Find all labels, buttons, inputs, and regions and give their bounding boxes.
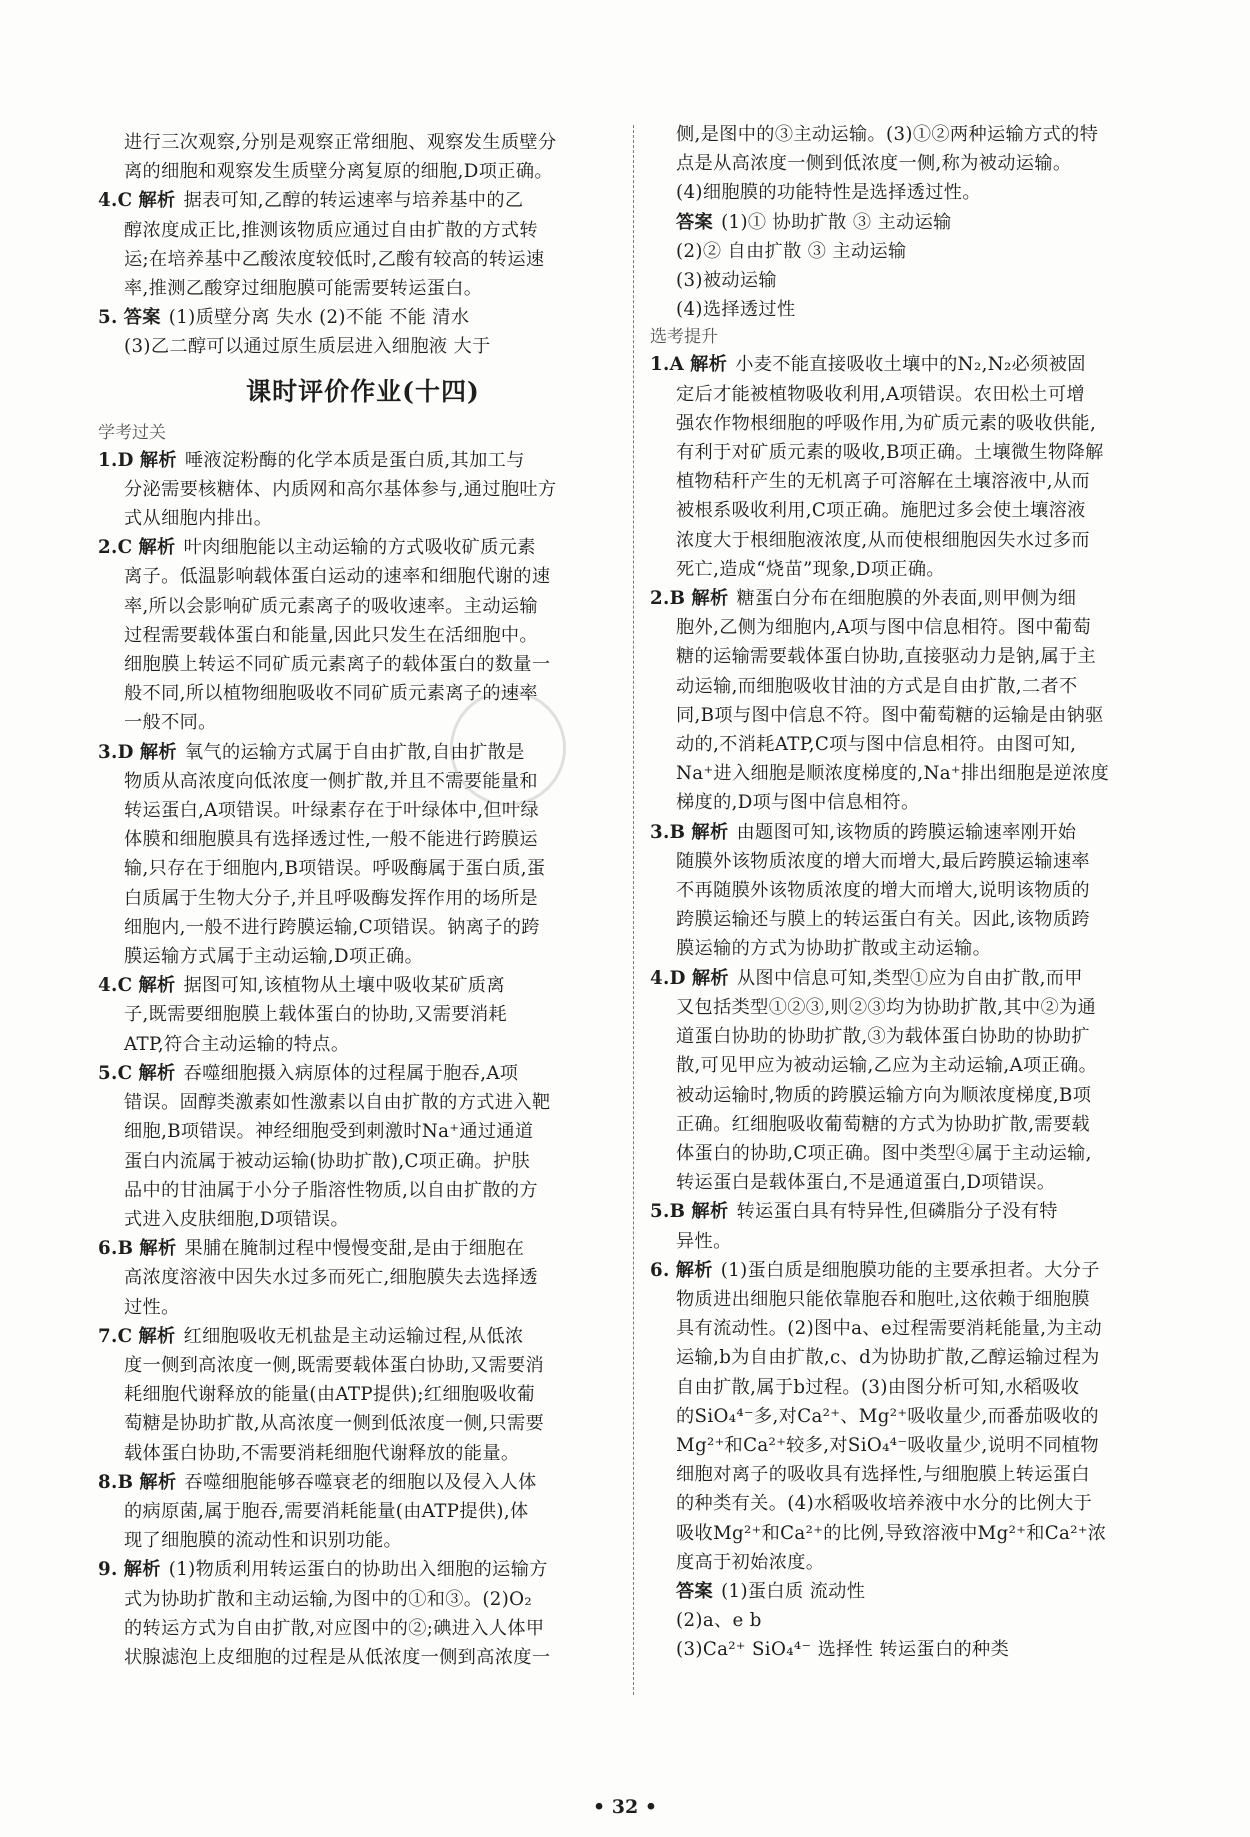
- text-line: 果脯在腌制过程中慢慢变甜,是由于细胞在: [184, 1238, 525, 1260]
- text-line: ATP,符合主动运输的特点。: [124, 1033, 350, 1055]
- answer-item: [650, 350, 1185, 584]
- text-line: 的种类有关。(4)水稻吸收培养液中水分的比例大于: [676, 1493, 1093, 1515]
- item-number: 6.B: [98, 1238, 134, 1260]
- text-line: 蛋白内流属于被动运输(协助扩散),C项正确。护肤: [124, 1150, 531, 1172]
- answer-item: [98, 1322, 628, 1468]
- text-line: 转运蛋白具有特异性,但磷脂分子没有特: [736, 1201, 1058, 1223]
- keyword-label: 解析: [138, 1325, 176, 1347]
- keyword-label: 答案: [676, 1580, 714, 1602]
- text-line: 膜运输方式属于主动运输,D项正确。: [124, 946, 424, 968]
- text-line: 动的,不消耗ATP,C项与图中信息相符。由图可知,: [676, 734, 1077, 756]
- answer-item: [98, 971, 628, 1059]
- text-line: 死亡,造成“烧苗”现象,D项正确。: [676, 558, 945, 580]
- answer-item: [98, 738, 628, 972]
- answer-list: [650, 350, 1185, 1577]
- answer-item: [98, 1234, 628, 1322]
- text-line: 细胞膜上转运不同矿质元素离子的载体蛋白的数量一: [124, 654, 551, 676]
- keyword-label: 解析: [691, 967, 729, 989]
- text-line: 动运输,而细胞吸收甘油的方式是自由扩散,二者不: [676, 675, 1078, 697]
- text-line: Mg²⁺和Ca²⁺较多,对SiO₄⁴⁻吸收量少,说明不同植物: [676, 1434, 1099, 1456]
- section-heading: 选考提升: [650, 327, 718, 348]
- text-line: (1)蛋白质是细胞膜功能的主要承担者。大分子: [720, 1259, 1100, 1281]
- text-line: 被根系吸收利用,C项正确。施肥过多会使土壤溶液: [676, 500, 1086, 522]
- item-number: 6.: [650, 1259, 670, 1281]
- text-line: (2)a、e b: [676, 1610, 762, 1632]
- answer-item: [650, 584, 1185, 818]
- continued-answer: [650, 120, 1185, 208]
- text-line: 子,既需要细胞膜上载体蛋白的协助,又需要消耗: [124, 1004, 508, 1026]
- item-number: 9.: [98, 1559, 118, 1581]
- answer-item: [650, 964, 1185, 1198]
- text-line: 吞噬细胞能够吞噬衰老的细胞以及侵入人体: [184, 1471, 537, 1493]
- column-divider: [633, 125, 634, 1695]
- right-column: [650, 120, 1185, 1665]
- item-number: 3.D: [98, 741, 134, 763]
- text-line: 强农作物根细胞的呼吸作用,为矿质元素的吸收供能,: [676, 412, 1097, 434]
- answer-item: [650, 1256, 1185, 1577]
- answer-block: [650, 208, 1185, 325]
- answer-item: [98, 533, 628, 737]
- text-line: 载体蛋白协助,不需要消耗细胞代谢释放的能量。: [124, 1442, 520, 1464]
- text-line: 现了细胞膜的流动性和识别功能。: [124, 1530, 403, 1552]
- text-line: 耗细胞代谢释放的能量(由ATP提供);红细胞吸收葡: [124, 1384, 536, 1406]
- keyword-label: 解析: [123, 1559, 161, 1581]
- item-number: 1.D: [98, 449, 134, 471]
- text-line: (1)质壁分离 失水 (2)不能 不能 清水: [168, 307, 470, 329]
- text-line: 萄糖是协助扩散,从高浓度一侧到低浓度一侧,只需要: [124, 1413, 545, 1435]
- text-line: 散,可见甲应为被动运输,乙应为主动运输,A项正确。: [676, 1055, 1098, 1077]
- text-line: 过程需要载体蛋白和能量,因此只发生在活细胞中。: [124, 624, 538, 646]
- text-line: 植物秸秆产生的无机离子可溶解在土壤溶液中,从而: [676, 471, 1090, 493]
- item-number: 4.C: [98, 190, 133, 212]
- text-line: 的SiO₄⁴⁻多,对Ca²⁺、Mg²⁺吸收量少,而番茄吸收的: [676, 1405, 1099, 1427]
- text-line: 体膜和细胞膜具有选择透过性,一般不能进行跨膜运: [124, 829, 538, 851]
- item-number: 5.C: [98, 1062, 133, 1084]
- keyword-label: 解析: [138, 190, 176, 212]
- text-line: 不再随膜外该物质浓度的增大而增大,说明该物质的: [676, 880, 1090, 902]
- item-number: 5.: [98, 307, 118, 329]
- text-line: 细胞,B项错误。神经细胞受到刺激时Na⁺通过通道: [124, 1121, 534, 1143]
- text-line: 吞噬细胞摄入病原体的过程属于胞吞,A项: [183, 1062, 519, 1084]
- text-line: 过性。: [124, 1296, 180, 1318]
- text-line: 侧,是图中的③主动运输。(3)①②两种运输方式的特: [676, 124, 1099, 145]
- text-line: 细胞对离子的吸收具有选择性,与细胞膜上转运蛋白: [676, 1464, 1090, 1486]
- text-line: 物质从高浓度向低浓度一侧扩散,并且不需要能量和: [124, 770, 538, 792]
- answer-item: [98, 1468, 628, 1556]
- text-line: 白质属于生物大分子,并且呼吸酶发挥作用的场所是: [124, 887, 538, 909]
- text-line: 体蛋白的协助,C项正确。图中类型④属于主动运输,: [676, 1142, 1092, 1164]
- text-line: 据表可知,乙醇的转运速率与培养基中的乙: [183, 190, 524, 212]
- answer-item: [98, 1059, 628, 1234]
- answer-item: [98, 303, 628, 361]
- keyword-label: 答案: [123, 307, 161, 329]
- text-line: 错误。固醇类激素如性激素以自由扩散的方式进入靶: [124, 1092, 551, 1114]
- keyword-label: 解析: [139, 1471, 177, 1493]
- item-number: 2.C: [98, 537, 133, 559]
- text-line: 度一侧到高浓度一侧,既需要载体蛋白协助,又需要消: [124, 1354, 545, 1376]
- keyword-label: 解析: [691, 588, 729, 610]
- item-number: 7.C: [98, 1325, 133, 1347]
- text-line: 氧气的运输方式属于自由扩散,自由扩散是: [184, 741, 525, 763]
- text-line: 转运蛋白是载体蛋白,不是通道蛋白,D项错误。: [676, 1172, 1056, 1194]
- keyword-label: 解析: [675, 1259, 713, 1281]
- text-line: 离子。低温影响载体蛋白运动的速率和细胞代谢的速: [124, 566, 551, 588]
- item-number: 3.B: [650, 821, 686, 843]
- text-line: 率,推测乙酸穿过细胞膜可能需要转运蛋白。: [124, 278, 483, 300]
- text-line: 正确。红细胞吸收葡萄糖的方式为协助扩散,需要载: [676, 1113, 1090, 1135]
- text-line: 运输,b为自由扩散,c、d为协助扩散,乙醇运输过程为: [676, 1347, 1100, 1369]
- keyword-label: 解析: [138, 975, 176, 997]
- text-line: (4)细胞膜的功能特性是选择透过性。: [676, 182, 981, 204]
- text-line: 红细胞吸收无机盐是主动运输过程,从低浓: [183, 1325, 524, 1347]
- text-line: 率,所以会影响矿质元素离子的吸收速率。主动运输: [124, 595, 538, 617]
- answer-item: [98, 1555, 628, 1672]
- text-line: 进行三次观察,分别是观察正常细胞、观察发生质壁分: [124, 132, 557, 153]
- text-line: 从图中信息可知,类型①应为自由扩散,而甲: [736, 967, 1083, 989]
- text-line: 点是从高浓度一侧到低浓度一侧,称为被动运输。: [676, 153, 1072, 175]
- keyword-label: 解析: [691, 1201, 729, 1223]
- continued-answer: [98, 128, 628, 186]
- keyword-label: 解析: [139, 741, 177, 763]
- text-line: 式为协助扩散和主动运输,为图中的①和③。(2)O₂: [124, 1588, 533, 1610]
- text-line: 转运蛋白,A项错误。叶绿素存在于叶绿体中,但叶绿: [124, 800, 540, 822]
- keyword-label: 解析: [138, 537, 176, 559]
- text-line: 小麦不能直接吸收土壤中的N₂,N₂必须被固: [735, 354, 1086, 376]
- text-line: 醇浓度成正比,推测该物质应通过自由扩散的方式转: [124, 219, 538, 241]
- text-line: 的转运方式为自由扩散,对应图中的②;碘进入人体甲: [124, 1617, 545, 1639]
- text-line: 具有流动性。(2)图中a、e过程需要消耗能量,为主动: [676, 1318, 1103, 1340]
- keyword-label: 解析: [138, 1062, 176, 1084]
- answer-item: [650, 1197, 1185, 1255]
- answer-item: [98, 186, 628, 303]
- text-line: 运;在培养基中乙酸浓度较低时,乙酸有较高的转运速: [124, 248, 545, 270]
- item-number: 4.D: [650, 967, 686, 989]
- text-line: (3)被动运输: [676, 270, 777, 292]
- text-line: 唾液淀粉酶的化学本质是蛋白质,其加工与: [184, 449, 525, 471]
- text-line: (4)选择透过性: [676, 299, 796, 321]
- text-line: (1)① 协助扩散 ③ 主动运输: [721, 211, 952, 233]
- keyword-label: 解析: [139, 449, 177, 471]
- text-line: 般不同,所以植物细胞吸收不同矿质元素离子的速率: [124, 683, 538, 705]
- text-line: 品中的甘油属于小分子脂溶性物质,以自由扩散的方: [124, 1179, 538, 1201]
- text-line: 吸收Mg²⁺和Ca²⁺的比例,导致溶液中Mg²⁺和Ca²⁺浓: [676, 1522, 1107, 1544]
- text-line: 道蛋白协助的协助扩散,③为载体蛋白协助的协助扩: [676, 1026, 1090, 1048]
- text-line: 糖的运输需要载体蛋白协助,直接驱动力是钠,属于主: [676, 646, 1097, 668]
- text-line: 由题图可知,该物质的跨膜运输速率刚开始: [736, 821, 1077, 843]
- text-line: 异性。: [676, 1230, 732, 1252]
- text-line: (2)② 自由扩散 ③ 主动运输: [676, 240, 907, 262]
- text-line: 细胞内,一般不进行跨膜运输,C项错误。钠离子的跨: [124, 916, 540, 938]
- text-line: 糖蛋白分布在细胞膜的外表面,则甲侧为细: [736, 588, 1077, 610]
- text-line: 高浓度溶液中因失水过多而死亡,细胞膜失去选择透: [124, 1267, 538, 1289]
- text-line: (1)蛋白质 流动性: [721, 1580, 866, 1602]
- text-line: 叶肉细胞能以主动运输的方式吸收矿质元素: [183, 537, 536, 559]
- section-heading: 学考过关: [98, 422, 166, 443]
- text-line: 膜运输的方式为协助扩散或主动运输。: [676, 938, 992, 960]
- text-line: 度高于初始浓度。: [676, 1551, 825, 1573]
- answer-block: [650, 1577, 1185, 1665]
- text-line: 梯度的,D项与图中信息相符。: [676, 792, 920, 814]
- text-line: 一般不同。: [124, 712, 217, 734]
- text-line: 随膜外该物质浓度的增大而增大,最后跨膜运输速率: [676, 850, 1090, 872]
- answer-item: [98, 446, 628, 534]
- text-line: 式进入皮肤细胞,D项错误。: [124, 1208, 349, 1230]
- item-number: 1.A: [650, 354, 685, 376]
- text-line: 定后才能被植物吸收利用,A项错误。农田松土可增: [676, 383, 1085, 405]
- section-title: 课时评价作业(十四): [246, 376, 480, 406]
- text-line: 离的细胞和观察发生质壁分离复原的细胞,D项正确。: [124, 161, 553, 183]
- item-number: 5.B: [650, 1201, 686, 1223]
- text-line: 自由扩散,属于b过程。(3)由图分析可知,水稻吸收: [676, 1376, 1080, 1398]
- item-number: 8.B: [98, 1471, 134, 1493]
- text-line: 据图可知,该植物从土壤中吸收某矿质离: [183, 975, 505, 997]
- text-line: Na⁺进入细胞是顺浓度梯度的,Na⁺排出细胞是逆浓度: [676, 763, 1110, 785]
- text-line: 分泌需要核糖体、内质网和高尔基体参与,通过胞吐方: [124, 478, 557, 500]
- text-line: 有利于对矿质元素的吸收,B项正确。土壤微生物降解: [676, 442, 1104, 464]
- item-number: 4.C: [98, 975, 133, 997]
- page-number: • 32 •: [593, 1796, 657, 1818]
- keyword-label: 解析: [139, 1238, 177, 1260]
- left-column: [98, 128, 628, 1672]
- text-line: (1)物质利用转运蛋白的协助出入细胞的运输方: [168, 1559, 548, 1581]
- text-line: 物质进出细胞只能依靠胞吞和胞吐,这依赖于细胞膜: [676, 1288, 1090, 1310]
- text-line: 又包括类型①②③,则②③均为协助扩散,其中②为通: [676, 996, 1097, 1018]
- text-line: (3)乙二醇可以通过原生质层进入细胞液 大于: [124, 336, 491, 358]
- text-line: 同,B项与图中信息不符。图中葡萄糖的运输是由钠驱: [676, 704, 1104, 726]
- text-line: 被动运输时,物质的跨膜运输方向为顺浓度梯度,B项: [676, 1084, 1092, 1106]
- answer-item: [650, 818, 1185, 964]
- answer-list: [98, 446, 628, 1673]
- text-line: 胞外,乙侧为细胞内,A项与图中信息相符。图中葡萄: [676, 617, 1092, 639]
- item-number: 2.B: [650, 588, 686, 610]
- text-line: 浓度大于根细胞液浓度,从而使根细胞因失水过多而: [676, 529, 1090, 551]
- text-line: 跨膜运输还与膜上的转运蛋白有关。因此,该物质跨: [676, 909, 1090, 931]
- text-line: (3)Ca²⁺ SiO₄⁴⁻ 选择性 转运蛋白的种类: [676, 1639, 1010, 1661]
- keyword-label: 答案: [676, 211, 714, 233]
- text-line: 的病原菌,属于胞吞,需要消耗能量(由ATP提供),体: [124, 1500, 529, 1522]
- text-line: 输,只存在于细胞内,B项错误。呼吸酶属于蛋白质,蛋: [124, 858, 546, 880]
- keyword-label: 解析: [690, 354, 728, 376]
- text-line: 状腺滤泡上皮细胞的过程是从低浓度一侧到高浓度一: [124, 1646, 551, 1668]
- keyword-label: 解析: [691, 821, 729, 843]
- text-line: 式从细胞内排出。: [124, 508, 273, 530]
